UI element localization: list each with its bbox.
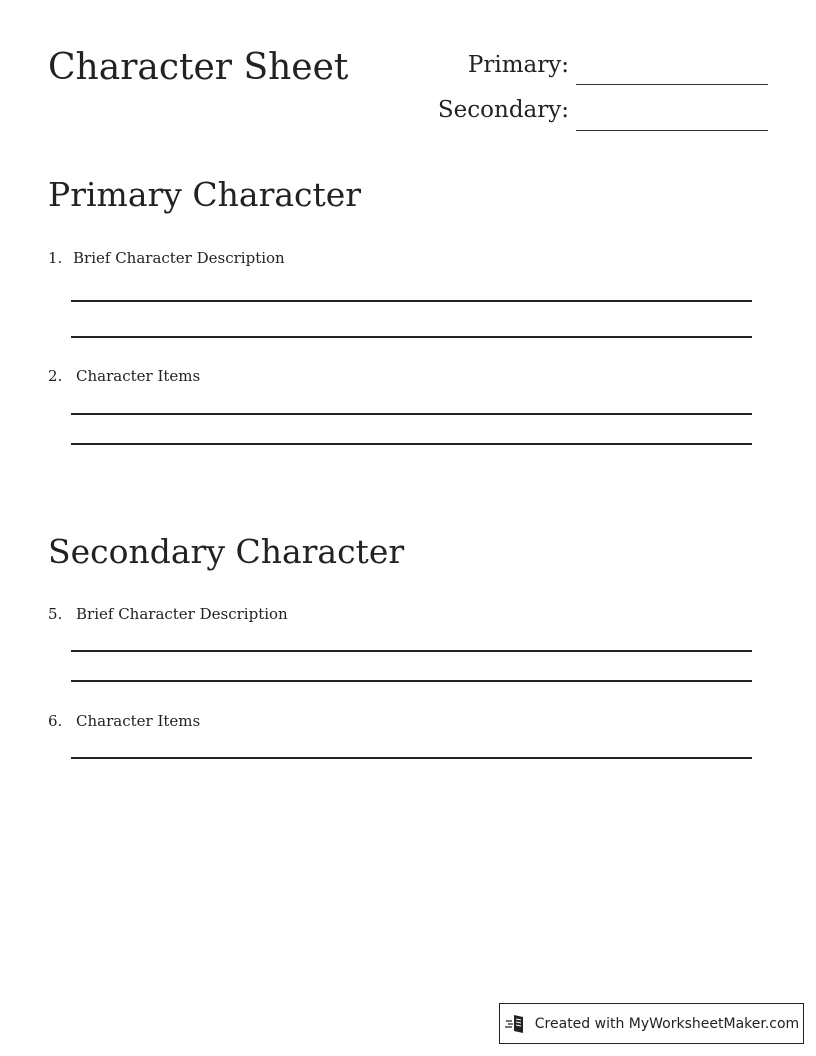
answer-line[interactable]	[71, 443, 752, 445]
page-title: Character Sheet	[48, 47, 349, 88]
answer-line[interactable]	[71, 300, 752, 302]
question-number: 2.	[48, 367, 63, 385]
answer-line[interactable]	[71, 336, 752, 338]
question-number: 1.	[48, 249, 63, 267]
answer-line[interactable]	[71, 680, 752, 682]
section-title-primary: Primary Character	[48, 175, 362, 214]
question-1	[48, 248, 285, 268]
question-number: 5.	[48, 605, 63, 623]
section-title-secondary: Secondary Character	[48, 532, 405, 571]
question-6	[48, 711, 200, 731]
answer-line[interactable]	[71, 413, 752, 415]
question-2	[48, 366, 200, 386]
secondary-label: Secondary:	[437, 97, 569, 123]
question-number: 6.	[48, 712, 63, 730]
question-5	[48, 604, 288, 624]
primary-label: Primary:	[467, 52, 569, 78]
secondary-name-line[interactable]	[576, 130, 768, 131]
worksheet-maker-logo-icon	[504, 1013, 528, 1035]
primary-name-line[interactable]	[576, 84, 768, 85]
answer-line[interactable]	[71, 650, 752, 652]
question-text: Character Items	[76, 367, 201, 385]
question-text: Brief Character Description	[76, 605, 288, 623]
question-text: Character Items	[76, 712, 201, 730]
footer-badge[interactable]	[499, 1003, 804, 1044]
footer-text: Created with MyWorksheetMaker.com	[534, 1015, 800, 1032]
question-text: Brief Character Description	[73, 249, 285, 267]
answer-line[interactable]	[71, 757, 752, 759]
